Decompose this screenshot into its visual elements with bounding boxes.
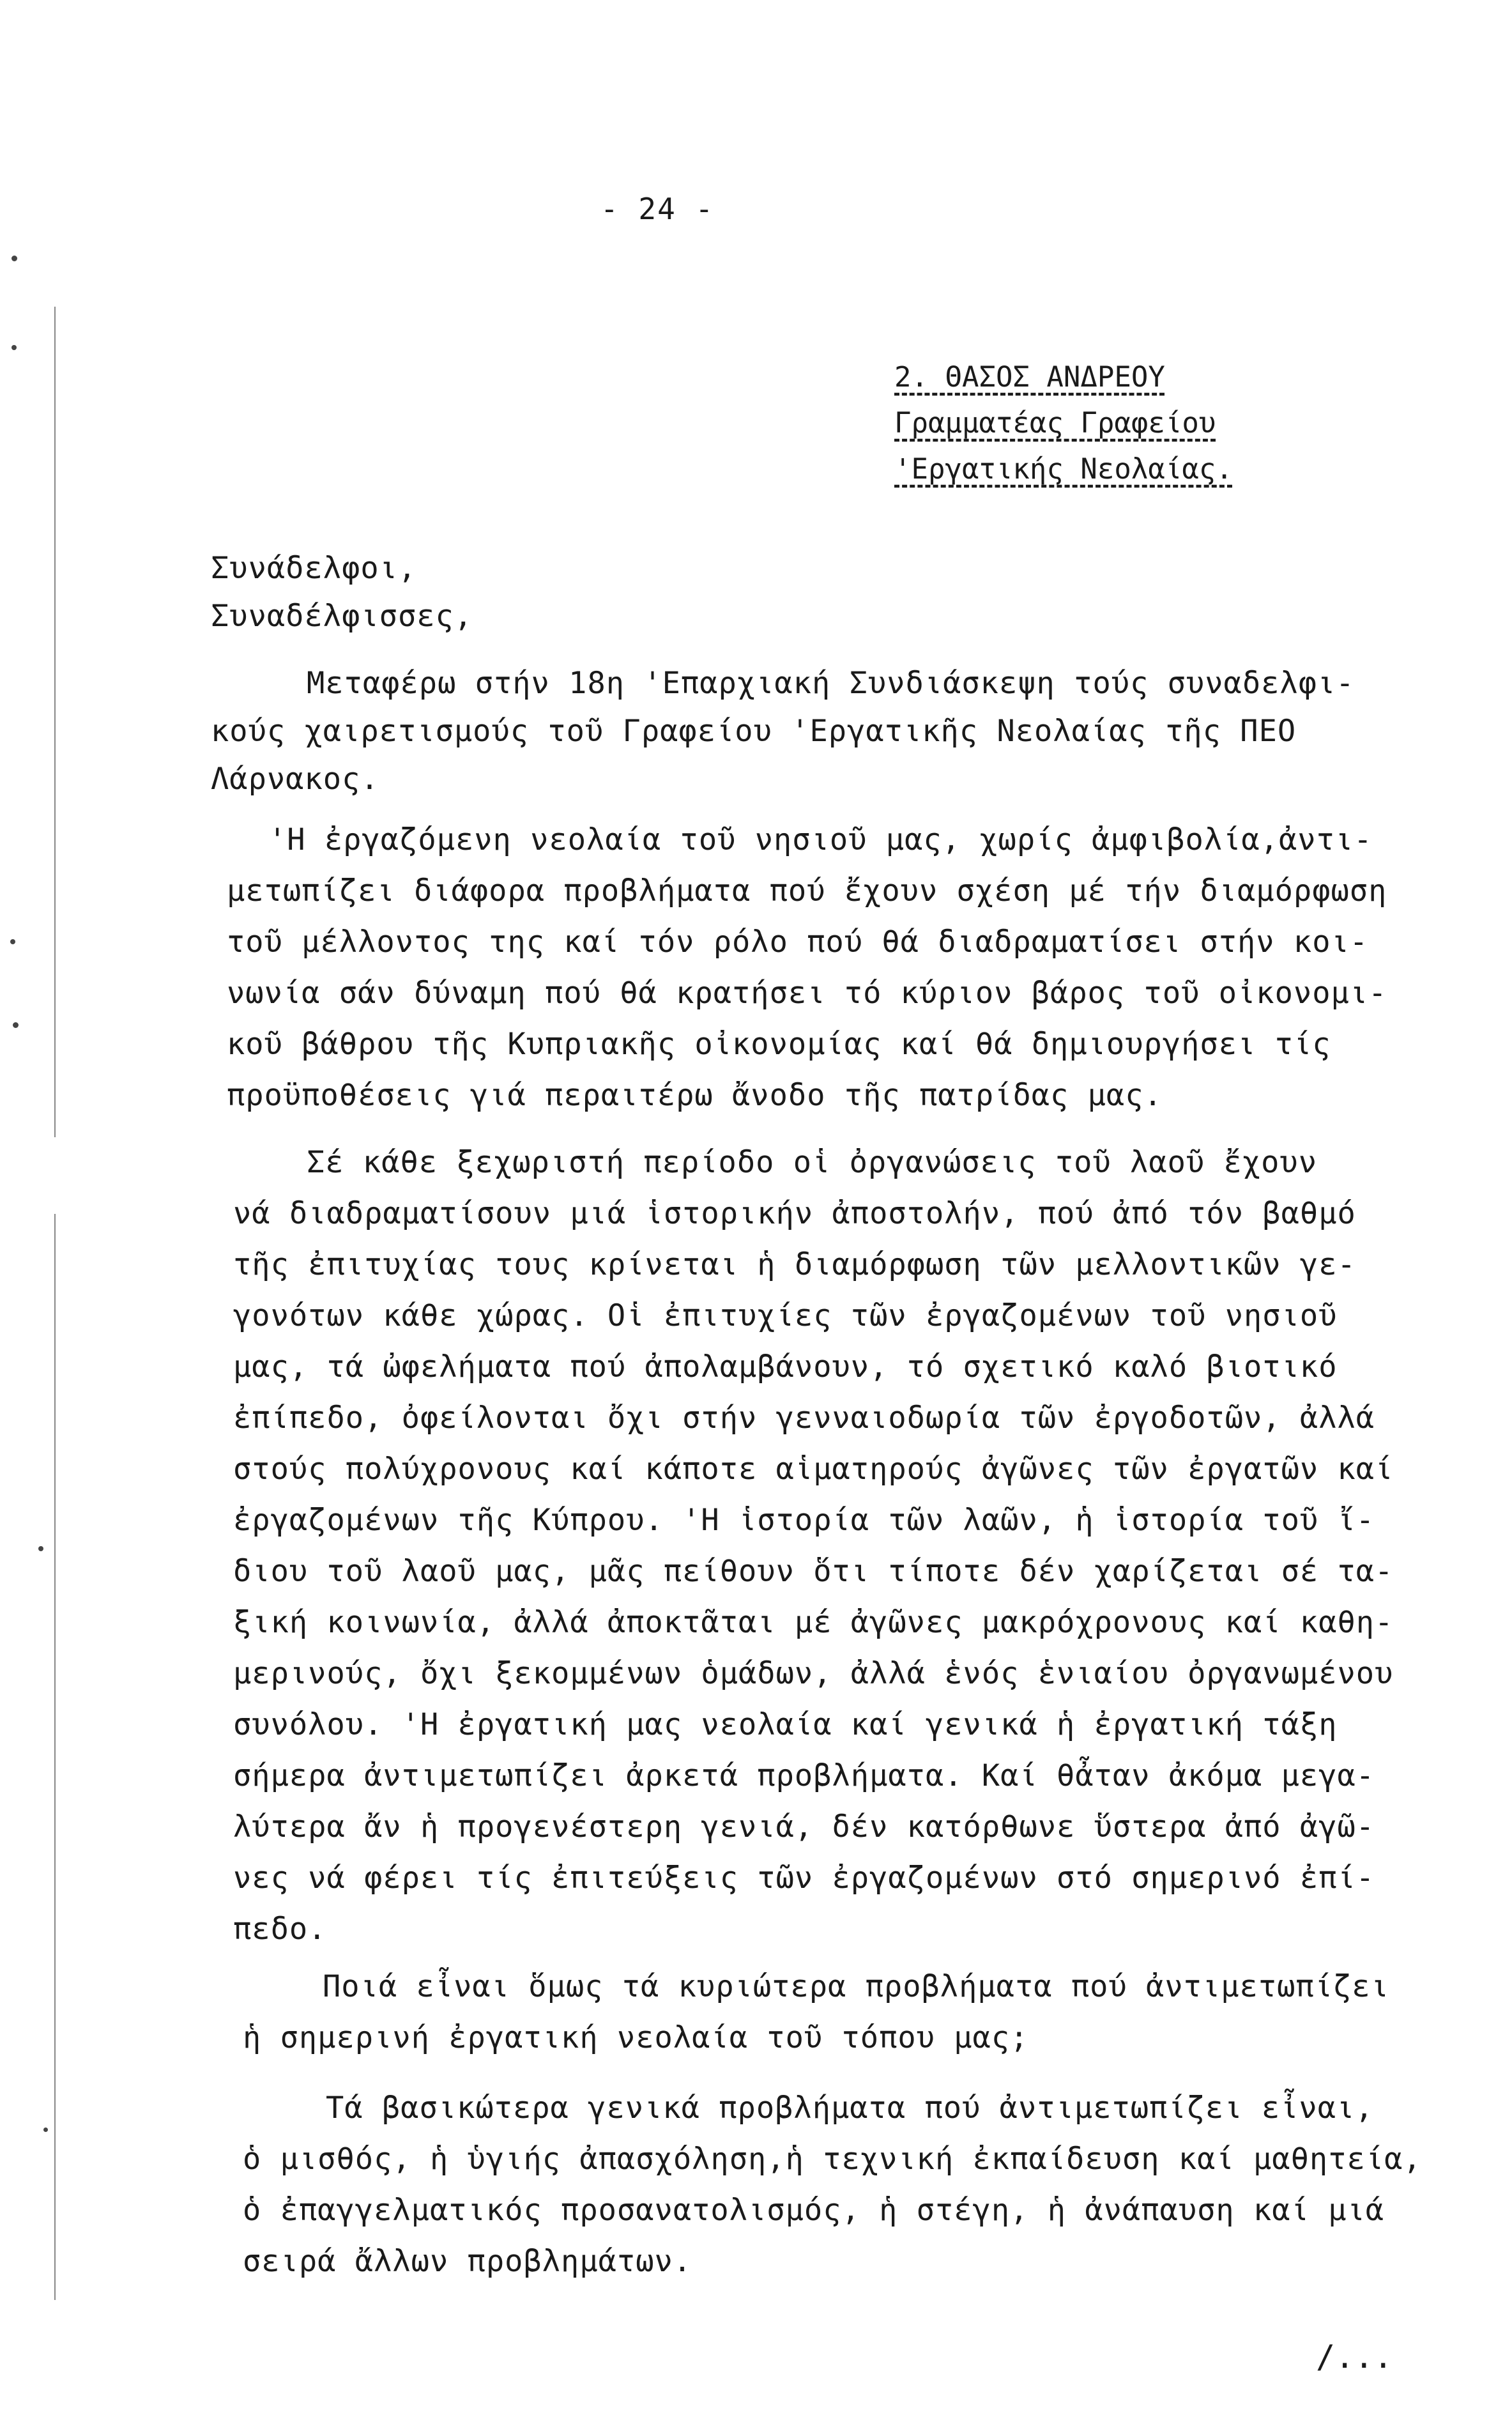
speaker-organization: 'Εργατικής Νεολαίας. (894, 453, 1233, 486)
body-line: ἡ σημερινή ἐργατική νεολαία τοῦ τόπου μας; (243, 2020, 1029, 2055)
salutation-line: Συναδέλφισσες, (211, 599, 473, 634)
body-line: νωνία σάν δύναμη πού θά κρατήσει τό κύριον βάρος τοῦ οἰκονομι- (227, 976, 1387, 1011)
body-line: στούς πολύχρονους καί κάποτε αἱματηρούς ἀγῶνες τῶν ἐργατῶν καί (233, 1452, 1394, 1487)
body-line: ὁ ἐπαγγελματικός προσανατολισμός, ἡ στέγη, ἡ ἀνάπαυση καί μιά (243, 2193, 1385, 2228)
body-line: σειρά ἄλλων προβλημάτων. (243, 2244, 692, 2279)
body-line: διου τοῦ λαοῦ μας, μᾶς πείθουν ὅτι τίποτε δέν χαρίζεται σέ τα- (233, 1554, 1394, 1589)
scan-margin-line (54, 307, 56, 1137)
speaker-title: Γραμματέας Γραφείου (894, 407, 1216, 440)
scan-speck (10, 939, 15, 944)
body-line: συνόλου. 'Η ἐργατική μας νεολαία καί γενικά ἡ ἐργατική τάξη (233, 1707, 1338, 1742)
body-line: κοῦ βάθρου τῆς Κυπριακῆς οἰκονομίας καί θά δημιουργήσει τίς (227, 1027, 1331, 1062)
body-line: ἐπίπεδο, ὀφείλονται ὄχι στήν γενναιοδωρία τῶν ἐργοδοτῶν, ἀλλά (233, 1400, 1375, 1436)
body-line: νά διαδραματίσουν μιά ἱστορικήν ἀποστολήν, πού ἀπό τόν βαθμό (233, 1196, 1356, 1231)
body-line: Ποιά εἶναι ὅμως τά κυριώτερα προβλήματα πού ἀντιμετωπίζει (323, 1969, 1389, 2004)
body-line: ἐργαζομένων τῆς Κύπρου. 'Η ἱστορία τῶν λαῶν, ἡ ἱστορία τοῦ ἴ- (233, 1503, 1375, 1538)
body-line: τοῦ μέλλοντος της καί τόν ρόλο πού θά διαδραματίσει στήν κοι- (227, 924, 1369, 960)
speaker-name: 2. ΘΑΣΟΣ ΑΝΔΡΕΟΥ (894, 361, 1165, 394)
body-line: γονότων κάθε χώρας. Οἱ ἐπιτυχίες τῶν ἐργαζομένων τοῦ νησιοῦ (233, 1298, 1338, 1333)
body-line: νες νά φέρει τίς ἐπιτεύξεις τῶν ἐργαζομένων στό σημερινό ἐπί- (233, 1860, 1375, 1896)
salutation-line: Συνάδελφοι, (211, 551, 417, 586)
scan-speck (13, 1022, 19, 1028)
body-line: προϋποθέσεις γιά περαιτέρω ἄνοδο τῆς πατρίδας μας. (227, 1078, 1163, 1113)
body-line: τῆς ἐπιτυχίας τους κρίνεται ἡ διαμόρφωση τῶν μελλοντικῶν γε- (233, 1247, 1356, 1282)
body-line: λύτερα ἄν ἡ προγενέστερη γενιά, δέν κατόρθωνε ὕστερα ἀπό ἀγῶ- (233, 1809, 1375, 1844)
body-line: ξική κοινωνία, ἀλλά ἀποκτᾶται μέ ἀγῶνες μακρόχρονους καί καθη- (233, 1605, 1394, 1640)
speaker-heading (894, 355, 1233, 493)
body-line: ὁ μισθός, ἡ ὑγιής ἀπασχόληση,ἡ τεχνική ἐκπαίδευση καί μαθητεία, (243, 2142, 1422, 2177)
body-line: 'Η ἐργαζόμενη νεολαία τοῦ νησιοῦ μας, χωρίς ἀμφιβολία,ἀντι- (268, 822, 1373, 857)
body-line: σήμερα ἀντιμετωπίζει ἀρκετά προβλήματα. Καί θἆταν ἀκόμα μεγα- (233, 1758, 1375, 1793)
body-line: Μεταφέρω στήν 18η 'Επαρχιακή Συνδιάσκεψη τούς συναδελφι- (307, 666, 1355, 701)
scan-margin-line (54, 1214, 56, 2300)
body-line: πεδο. (233, 1912, 327, 1947)
body-line: μετωπίζει διάφορα προβλήματα πού ἔχουν σχέση μέ τήν διαμόρφωση (227, 873, 1387, 908)
scan-speck (11, 345, 17, 350)
body-line: Τά βασικώτερα γενικά προβλήματα πού ἀντιμετωπίζει εἶναι, (326, 2090, 1374, 2126)
page-number: - 24 - (600, 192, 715, 226)
body-line: Σέ κάθε ξεχωριστή περίοδο οἱ ὀργανώσεις τοῦ λαοῦ ἔχουν (307, 1145, 1318, 1180)
scan-speck (11, 256, 17, 261)
body-line: Λάρνακος. (211, 762, 379, 797)
continuation-mark: /... (1316, 2338, 1393, 2375)
body-line: κούς χαιρετισμούς τοῦ Γραφείου 'Εργατικῆς Νεολαίας τῆς ΠΕΟ (211, 714, 1297, 749)
scan-speck (38, 1546, 43, 1551)
body-line: μας, τά ὠφελήματα πού ἀπολαμβάνουν, τό σχετικό καλό βιοτικό (233, 1349, 1338, 1384)
body-line: μερινούς, ὄχι ξεκομμένων ὁμάδων, ἀλλά ἑνός ἑνιαίου ὀργανωμένου (233, 1656, 1394, 1691)
scan-speck (43, 2128, 48, 2132)
